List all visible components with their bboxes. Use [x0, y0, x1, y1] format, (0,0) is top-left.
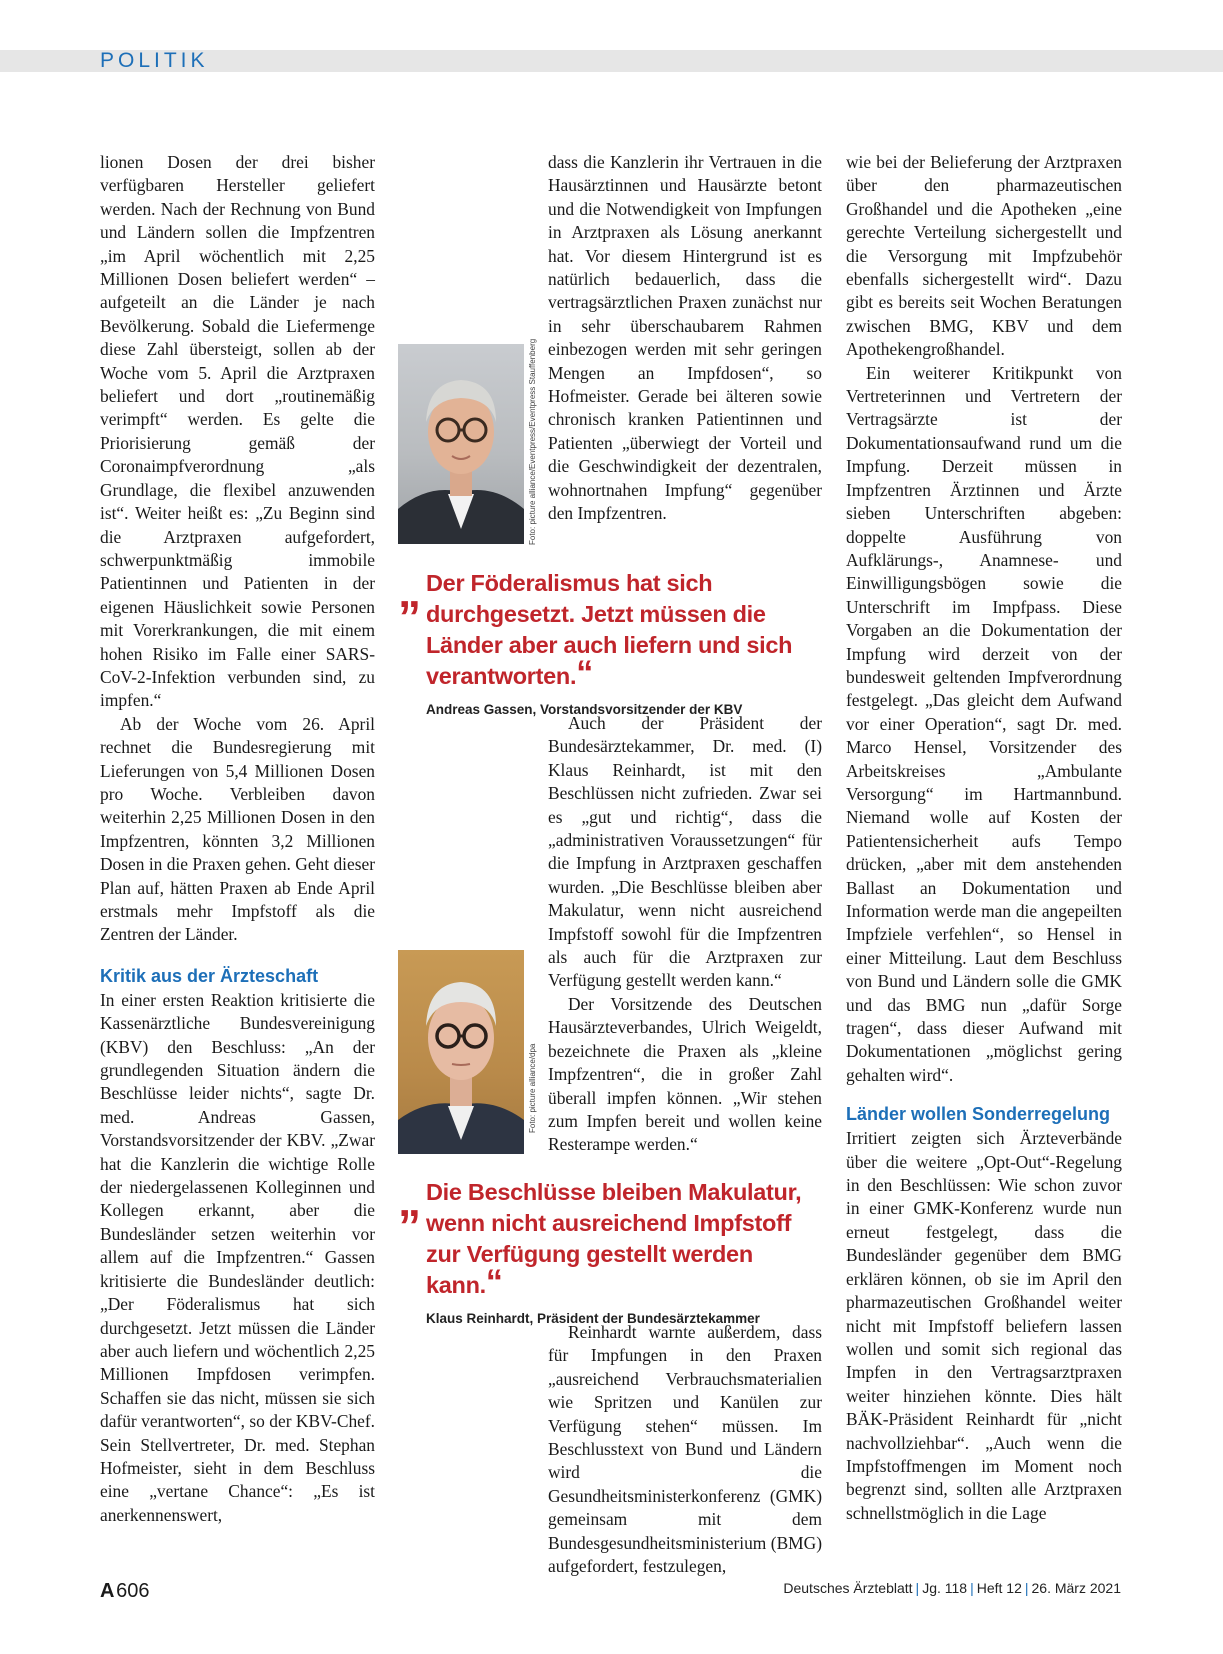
section-rubric: POLITIK — [100, 49, 209, 72]
quote-close-mark: “ — [576, 654, 593, 692]
quote-source: Andreas Gassen, Vorstandsvorsitzender der KBV — [426, 702, 743, 717]
quote-source: Klaus Reinhardt, Präsident der Bundesärztekammer — [426, 1311, 760, 1326]
paragraph: Ab der Woche vom 26. April rechnet die Bundesregierung mit Lieferungen von 5,4 Millionen Dosen pro Woche. Verbleiben davon weiterhin 2,25 Millionen Dosen in den Impfzentren, könnten 3,2 Millionen Dosen in die Praxen gehen. Geht dieser Plan auf, hätten Praxen ab Ende April erstmals mehr Impfstoff als die Zentren der Länder. — [100, 713, 375, 945]
subheading: Kritik aus der Ärzteschaft — [100, 965, 319, 986]
quote-text: Die Beschlüsse bleiben Makulatur, wenn nicht ausreichend Impfstoff zur Verfügung gestellt werden kann. — [426, 1179, 802, 1298]
column-2-middle — [548, 712, 822, 1157]
portrait-photo-reinhardt — [398, 950, 524, 1154]
paragraph: Auch der Präsident der Bundesärztekammer, Dr. med. (I) Klaus Reinhardt, ist mit den Beschlüssen nicht zufrieden. Zwar sei es „gut und richtig“, dass die „administrativen Voraussetzungen“ für die Impfung in Arztpraxen geschaffen wurden. „Die Beschlüsse bleiben aber Makulatur, wenn nicht ausreichend Impfstoff sowohl für die Impfzentren als auch für die Arztpraxen zur Verfügung gestellt werden kann.“ — [548, 713, 822, 991]
paragraph: lionen Dosen der drei bisher verfügbaren Hersteller geliefert werden. Nach der Rechnung von Bund und Ländern sollen die Impfzentren „im April wöchentlich mit 2,25 Millionen Dosen beliefert werden“ – aufgeteilt an die Länder je nach Bevölkerung. Sobald die Liefermenge diese Zahl übersteigt, sollen ab der Woche vom 5. April die Arztpraxen beliefert und dort „routinemäßig verimpft“ werden. Es gelte die Priorisierung gemäß der Coronaimpfverordnung „als Grundlage, die flexibel anzuwenden ist“. Weiter heißt es: „Zu Beginn sind die Arztpraxen aufgefordert, schwerpunktmäßig immobile Patientinnen und Patienten in der eigenen Häuslichkeit sowie Personen mit Vorerkrankungen, die mit einem hohen Risiko im Falle einer SARS-CoV-2-Infektion verbunden sind, zu impfen.“ — [100, 152, 375, 711]
quote-open-mark: „ — [398, 565, 421, 617]
pull-quote-gassen — [398, 565, 830, 717]
paragraph: Irritiert zeigten sich Ärzteverbände über die weitere „Opt-Out“-Regelung in den Beschlüssen: Wie schon zuvor in einer GMK-Konferenz wurde nun erneut festgelegt, dass die Bundesländer gegenüber dem BMG erklären können, ob sie im April den pharmazeutischen Großhandel weiter nicht mit Impfstoff beliefern lassen wollen und somit sich regional das Impfen in den Vertragsarztpraxen weiter hinziehen könnte. Dies hält BÄK-Präsident Reinhardt für „nicht nachvollziehbar“. „Auch wenn die Impfstoffmengen im Moment noch begrenzt sind, sollten alle Arztpraxen schnellstmöglich in die Lage — [846, 1128, 1122, 1523]
photo-credit: Foto: picture alliance/Eventpress/Eventpress Stauffenberg — [528, 338, 537, 545]
journal-name: Deutsches Ärzteblatt — [783, 1580, 913, 1596]
page-prefix: A — [100, 1580, 115, 1602]
paragraph: Ein weiterer Kritikpunkt von Vertreterinnen und Vertretern der Vertragsärzte ist der Dokumentationsaufwand rund um die Impfung. Derzeit müssen in Impfzentren Ärztinnen und Ärzte sieben Unterschriften abgeben: doppelte Ausführung von Aufklärungs-, Anamnese- und Einwilligungsbögen sowie die Unterschrift im Impfpass. Diese Vorgaben an die Dokumentation der Impfung wird derzeit von der bundesweit geltenden Impfverordnung festgelegt. „Das gleicht dem Aufwand vor einer Operation“, sagt Dr. med. Marco Hensel, Vorsitzender des Arbeitskreises „Ambulante Versorgung“ im Hartmannbund. Niemand wolle auf Kosten der Patientensicherheit aufs Tempo drücken, „aber mit dem anstehenden Ballast an Dokumentation und Information werde man die angepeilten Impfziele verfehlen“, so Hensel in einer Mitteilung. Laut dem Beschluss von Bund und Ländern solle die GMK und das BMG nun „dafür Sorge tragen“, dass dieser Aufwand mit Dokumentationen „möglichst gering gehalten wird“. — [846, 362, 1122, 1085]
paragraph: In einer ersten Reaktion kritisierte die Kassenärztliche Bundesvereinigung (KBV) den Beschluss: „An der grundlegenden Situation ändern die Beschlüsse leider nichts“, sagte Dr. med. Andreas Gassen, Vorstandsvorsitzender der KBV. „Zwar hat die Kanzlerin die wichtige Rolle der niedergelassenen Kolleginnen und Kollegen erkannt, aber die Bundesländer setzen weiterhin vor allem auf die Impfzentren.“ Gassen kritisierte die Bundesländer deutlich: „Der Föderalismus hat sich durchgesetzt. Jetzt müssen die Länder aber auch liefern und wöchentlich 2,25 Millionen Impfdosen verimpfen. Schaffen sie das nicht, müssen sie sich dafür verantworten“, so der KBV-Chef. Sein Stellvertreter, Dr. med. Stephan Hofmeister, sieht in dem Beschluss eine „vertane Chance“: „Es ist anerkennenswert, — [100, 989, 375, 1525]
journal-date: 26. März 2021 — [1031, 1580, 1121, 1596]
page-number — [100, 1580, 150, 1603]
photo-credit: Foto: picture alliance/dpa — [528, 1043, 537, 1133]
subheading: Länder wollen Sonderregelung — [846, 1104, 1111, 1125]
portrait-photo-gassen — [398, 344, 524, 544]
column-3 — [846, 151, 1122, 1525]
column-1 — [100, 151, 375, 1527]
journal-volume: Jg. 118 — [922, 1580, 968, 1596]
quote-close-mark: “ — [485, 1263, 503, 1301]
portrait-illustration — [398, 344, 524, 544]
column-2-bottom — [548, 1321, 822, 1578]
column-2-top — [548, 151, 822, 526]
pull-quote-reinhardt — [398, 1174, 830, 1326]
portrait-illustration — [398, 950, 524, 1154]
quote-open-mark: „ — [398, 1174, 421, 1226]
journal-info: Deutsches Ärzteblatt | Jg. 118 | Heft 12 | 26. März 2021 — [783, 1580, 1121, 1596]
journal-issue: Heft 12 — [976, 1580, 1022, 1596]
quote-text: Der Föderalismus hat sich durchgesetzt. Jetzt müssen die Länder aber auch liefern und sich verantworten. — [426, 570, 793, 689]
paragraph: Der Vorsitzende des Deutschen Hausärzteverbandes, Ulrich Weigeldt, bezeichnete die Praxen als „kleine Impfzentren“, die in großer Zahl überall impfen können. „Wir stehen zum Impfen bereit und wollen keine Resterampe werden.“ — [548, 993, 822, 1155]
page-number-value: 606 — [116, 1580, 150, 1602]
paragraph: Reinhardt warnte außerdem, dass für Impfungen in den Praxen „ausreichend Verbrauchsmaterialien wie Spritzen und Kanülen zur Verfügung stehen“ müssen. Im Beschlusstext von Bund und Ländern wird die Gesundheitsministerkonferenz (GMK) gemeinsam mit dem Bundesgesundheitsministerium (BMG) aufgefordert, festzulegen, — [548, 1322, 822, 1577]
paragraph: dass die Kanzlerin ihr Vertrauen in die Hausärztinnen und Hausärzte betont und die Notwendigkeit von Impfungen in Arztpraxen als Lösung anerkannt hat. Vor diesem Hintergrund ist es natürlich bedauerlich, dass die vertragsärztlichen Praxen zunächst nur in sehr überschaubarem Rahmen einbezogen werden mit sehr geringen Mengen an Impfdosen“, so Hofmeister. Gerade bei älteren sowie chronisch kranken Patientinnen und Patienten „überwiegt der Vorteil und die Geschwindigkeit der dezentralen, wohnortnahen Impfung“ gegenüber den Impfzentren. — [548, 152, 822, 524]
paragraph: wie bei der Belieferung der Arztpraxen über den pharmazeutischen Großhandel und die Apotheken „eine gerechte Verteilung sichergestellt und die Versorgung mit Impfzubehör ebenfalls sichergestellt wird“. Dazu gibt es bereits seit Wochen Beratungen zwischen BMG, KBV und dem Apothekengroßhandel. — [846, 152, 1122, 360]
